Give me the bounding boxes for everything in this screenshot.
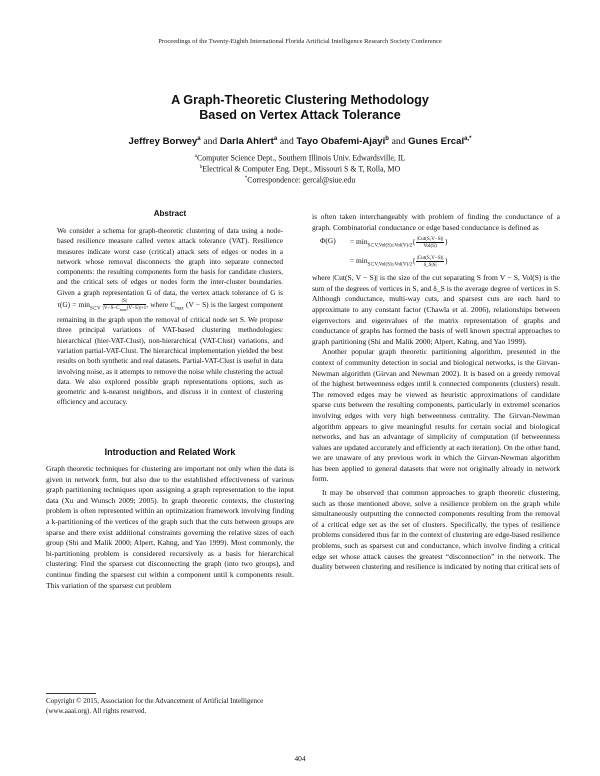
- eq-line-1-sub: S⊂V,Vol(S)≤Vol(V)/2: [367, 243, 413, 249]
- abstract-cmax-sub: max: [175, 306, 184, 312]
- affiliation-1-sup: a: [194, 154, 197, 159]
- author-borwey: Jeffrey Borwey: [128, 136, 198, 148]
- affiliation-2-sup: b: [199, 165, 203, 170]
- affiliation-3-sup: *: [244, 176, 248, 181]
- eq-line-2-min: = min: [350, 256, 368, 266]
- eq-line-1-num: |Cut(S,V−S)|: [416, 236, 444, 243]
- affiliation-1-text: Computer Science Dept., Southern Illinois Univ. Edwardsville, IL: [196, 153, 406, 163]
- page-number: 404: [294, 754, 306, 763]
- conductance-equation: [312, 233, 560, 273]
- abstract-heading: Abstract: [153, 209, 187, 218]
- author-obafemi-ajayi: Tayo Obafemi-Ajayi: [296, 136, 386, 148]
- vat-frac-den-a: |V−S−C: [102, 305, 120, 312]
- eq-line-1: = $\min_{S\subset V,Vol(S)\le Vol(V)/2}${ $\frac{\text{|Cut(S,V−S)|}}{\text{Vol(S)}}$}: [350, 236, 449, 250]
- proceedings-header: Proceedings of the Twenty-Eighth International Florida Artificial Intelligence Research Society Conference: [158, 38, 442, 45]
- author-ahlert-sup: a: [273, 136, 278, 142]
- right-paragraph-1: where |Cut(S, V − S)| is the size of the cut separating S from V − S, Vol(S) is the sum of the degrees of vertices in S, and δ_S is the average degree of vertices in S. Although conductance, multi-way cuts, and sparsest cuts are each hard to approximate to any constant factor (Chawla et al. 2006), relationships between eigenvectors and eigenvalues of the matrix representation of graphs and conductance of graphs has formed the basis of well known spectral approaches to graph partitioning (Shi and Malik 2000; Alpert, Kahng, and Yao 1999).: [312, 273, 560, 346]
- eq-line-1-frac: [416, 236, 445, 249]
- title-line-1: A Graph-Theoretic Clustering Methodology: [171, 93, 429, 107]
- title-line-2: Based on Vertex Attack Tolerance: [199, 108, 401, 122]
- copyright-notice: Copyright © 2015, Association for the Advancement of Artificial Intelligence (www.aaai.org). All rights reserved.: [46, 697, 264, 715]
- eq-line-1-den: Vol(S): [423, 243, 437, 250]
- eq-line-1-min: = min: [350, 237, 368, 247]
- affiliation-3: [0, 173, 600, 186]
- vat-frac-den-b: (V−S)|+1: [126, 305, 147, 312]
- paper-title: [0, 93, 600, 123]
- right-paragraph-0: is often taken interchangeably with problem of finding the conductance of a graph. Combinatorial conductance or edge based conductance is defined as: [312, 212, 560, 232]
- vat-frac-den: [103, 305, 146, 311]
- author-ercal-sup: a,*: [464, 136, 472, 142]
- author-list: [0, 136, 600, 147]
- eq-lhs: Φ(G): [320, 236, 336, 246]
- intro-body: [46, 464, 294, 591]
- author-ahlert: Darla Ahlert: [219, 136, 274, 148]
- abstract-min-sub: S⊂V: [89, 306, 101, 312]
- eq-line-2: = $\min_{S\subset V,Vol(S)\le Vol(V)/2}${ $\frac{\text{|Cut(S,V−S)|}}{\delta\_S|S|}$}: [350, 255, 449, 269]
- eq-line-2-frac: [416, 255, 445, 268]
- vat-fraction: [103, 298, 146, 313]
- vat-frac-den-sub: max: [119, 307, 127, 313]
- right-paragraph-3: It may be observed that common approaches to graph theoretic clustering, such as those mentioned above, solve a resilience problem on the graph while simultaneously outputting the connected components resulting from the removal of a critical edge set as the set of clusters. Specifically, the types of resilience problems considered thus far in the context of clustering are edge-based resilience problems, such as sparsest cut and conductance, which involve finding a critical edge set whose attack causes the greatest “disconnection” in the network. The duality between clustering and resilience is indicated by noting that critical sets of: [312, 488, 560, 572]
- author-obafemi-ajayi-sup: b: [385, 136, 389, 142]
- eq-line-2-den: δ_S|S|: [423, 262, 437, 269]
- and-3: and: [391, 136, 406, 148]
- abstract-body: [57, 226, 283, 408]
- vat-frac-num: |S|: [103, 298, 146, 305]
- and-1: and: [203, 136, 218, 148]
- and-2: and: [279, 136, 294, 148]
- footnote-rule: [46, 693, 96, 694]
- eq-line-2-num: |Cut(S,V−S)|: [416, 255, 444, 262]
- abstract-text-c: (V − S) is the largest component remaining in the graph upon the removal of critical node set S. We propose three principal variations of VAT-based clustering methodologies: hierarchical (hier-VAT-Clust), non-hierarchical (VAT-Clust) variations, and variation partial-VAT-Clust. The hierarchical implementation yielded the best results on both synthetic and real datasets. Partial-VAT-Clust is useful in data involving noise, as it attempts to remove the noise while clustering the actual data. We also explored possible graph representations options, such as geometric and k-nearest neighbors, and discuss it in context of clustering efficiency and accuracy.: [57, 300, 283, 407]
- right-column: [312, 212, 560, 573]
- eq-line-2-sub: S⊂V,Vol(S)≤Vol(V)/2: [367, 262, 413, 268]
- right-paragraph-2: Another popular graph theoretic partitioning algorithm, presented in the context of community detection in social and biological networks, is the Girvan-Newman algorithm (Girvan and Newman 2002). It is based on a greedy removal of the highest betweenness edges until k connected components (clusters) result. The removed edges may be viewed as heuristic approximations of candidate sparse cuts between the resulting components, particularly in extremel scenarios involving edges with very high betweenness centrality. The Girvan-Newman algorithm appears to give meaningful results for certain social and biological networks, and has an advantage of simplicity of computation (if betweenness values are updated accurately and efficiently at each iteration). On the other hand, we are unaware of any previous work in which the Girvan-Newman algorithm has been applied to general datasets that were not originally already in network form.: [312, 347, 560, 484]
- author-ercal: Gunes Ercal: [408, 136, 465, 148]
- abstract-text-b: , where C: [146, 300, 176, 310]
- affiliation-2-text: Electrical & Computer Eng. Dept., Missouri S & T, Rolla, MO: [202, 164, 401, 174]
- abstract-text-a: We consider a schema for graph-theoretic clustering of data using a node-based resilience measure called vertex attack tolerance (VAT). Resilience measures indicate worst case (critical) attack sets of edges or nodes in a network whose removal disconnects the graph into separate connected components: the resulting components form the basis for candidate clusters, and the critical sets of edges or nodes form the inter-cluster boundaries. Given a graph representation G of data, the vertex attack tolerance of G is τ(G) = min: [57, 226, 283, 310]
- intro-paragraph-1: Graph theoretic techniques for clustering are important not only when the data is given in network form, but also due to the established effectiveness of various graph partitioning techniques upon assigning a graph representation to the input data (Xu and Wunsch 2009; 2005). In graph theoretic contexts, the clustering problem is often represented within an optimization framework involving finding a k-partitioning of the vertices of the graph such that the cuts between groups are sparse and there exist additional constraints governing the relative sizes of each group (Shi and Malik 2000; Alpert, Kahng, and Yao 1999). Most commonly, the bi-partitioning problem is considered recursively as a basis for hierarchical clustering: Find the sparsest cut disconnecting the graph (into two groups), and continue finding the sparsest cut within a component until k components result. This variation of the sparsest cut problem: [46, 464, 294, 590]
- intro-heading: Introduction and Related Work: [104, 447, 236, 457]
- author-borwey-sup: a: [197, 136, 201, 142]
- affiliation-3-text: Correspondence: gercal@siue.edu: [247, 175, 356, 185]
